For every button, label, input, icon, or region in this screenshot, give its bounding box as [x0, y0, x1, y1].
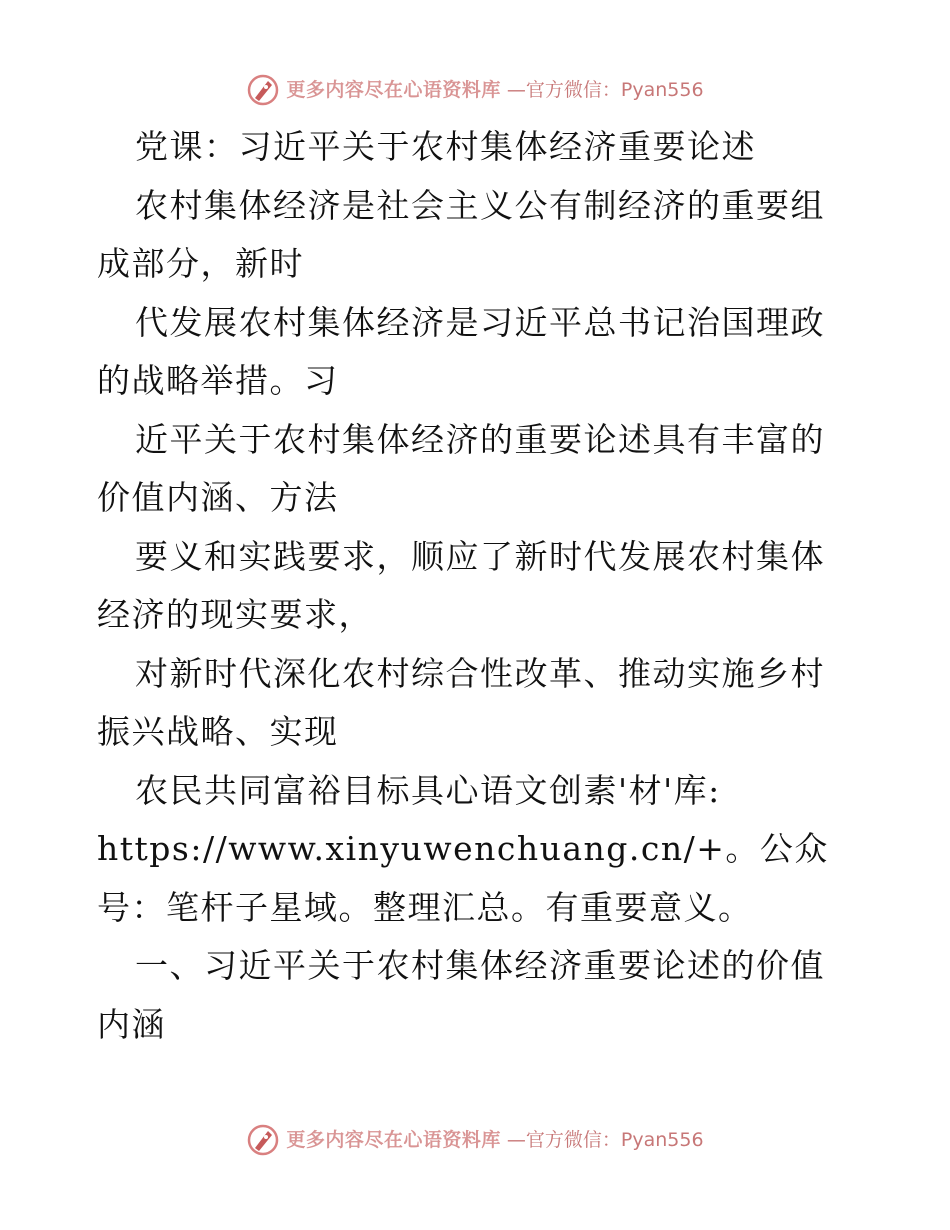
paragraph-3: 近平关于农村集体经济的重要论述具有丰富的价值内涵、方法: [97, 419, 825, 517]
pen-nib-icon: [246, 73, 280, 107]
url-paragraph: https://www.xinyuwenchuang.cn/+。公众号：笔杆子星域。整理汇总。有重要意义。: [97, 829, 829, 927]
watermark-right-text: —官方微信：Pyan556: [506, 79, 704, 101]
footer-watermark: [0, 1120, 950, 1160]
paragraph-6: 农民共同富裕目标具心语文创素'材'库:: [135, 770, 721, 810]
paragraph-2: 代发展农村集体经济是习近平总书记治国理政的战略举措。习: [97, 302, 825, 400]
pen-nib-icon: [246, 1123, 280, 1157]
watermark-left-text: 更多内容尽在心语资料库: [286, 1129, 501, 1151]
watermark-right-text: —官方微信：Pyan556: [506, 1129, 704, 1151]
watermark-left-text: 更多内容尽在心语资料库: [286, 79, 501, 101]
document-title: 党课：习近平关于农村集体经济重要论述: [135, 127, 756, 166]
section-heading: 一、习近平关于农村集体经济重要论述的价值内涵: [97, 946, 825, 1044]
paragraph-1: 农村集体经济是社会主义公有制经济的重要组成部分，新时: [97, 185, 825, 283]
paragraph-4: 要义和实践要求，顺应了新时代发展农村集体经济的现实要求，: [97, 536, 825, 634]
document-body: [97, 118, 857, 1054]
paragraph-5: 对新时代深化农村综合性改革、推动实施乡村振兴战略、实现: [97, 653, 825, 751]
header-watermark: [0, 70, 950, 110]
